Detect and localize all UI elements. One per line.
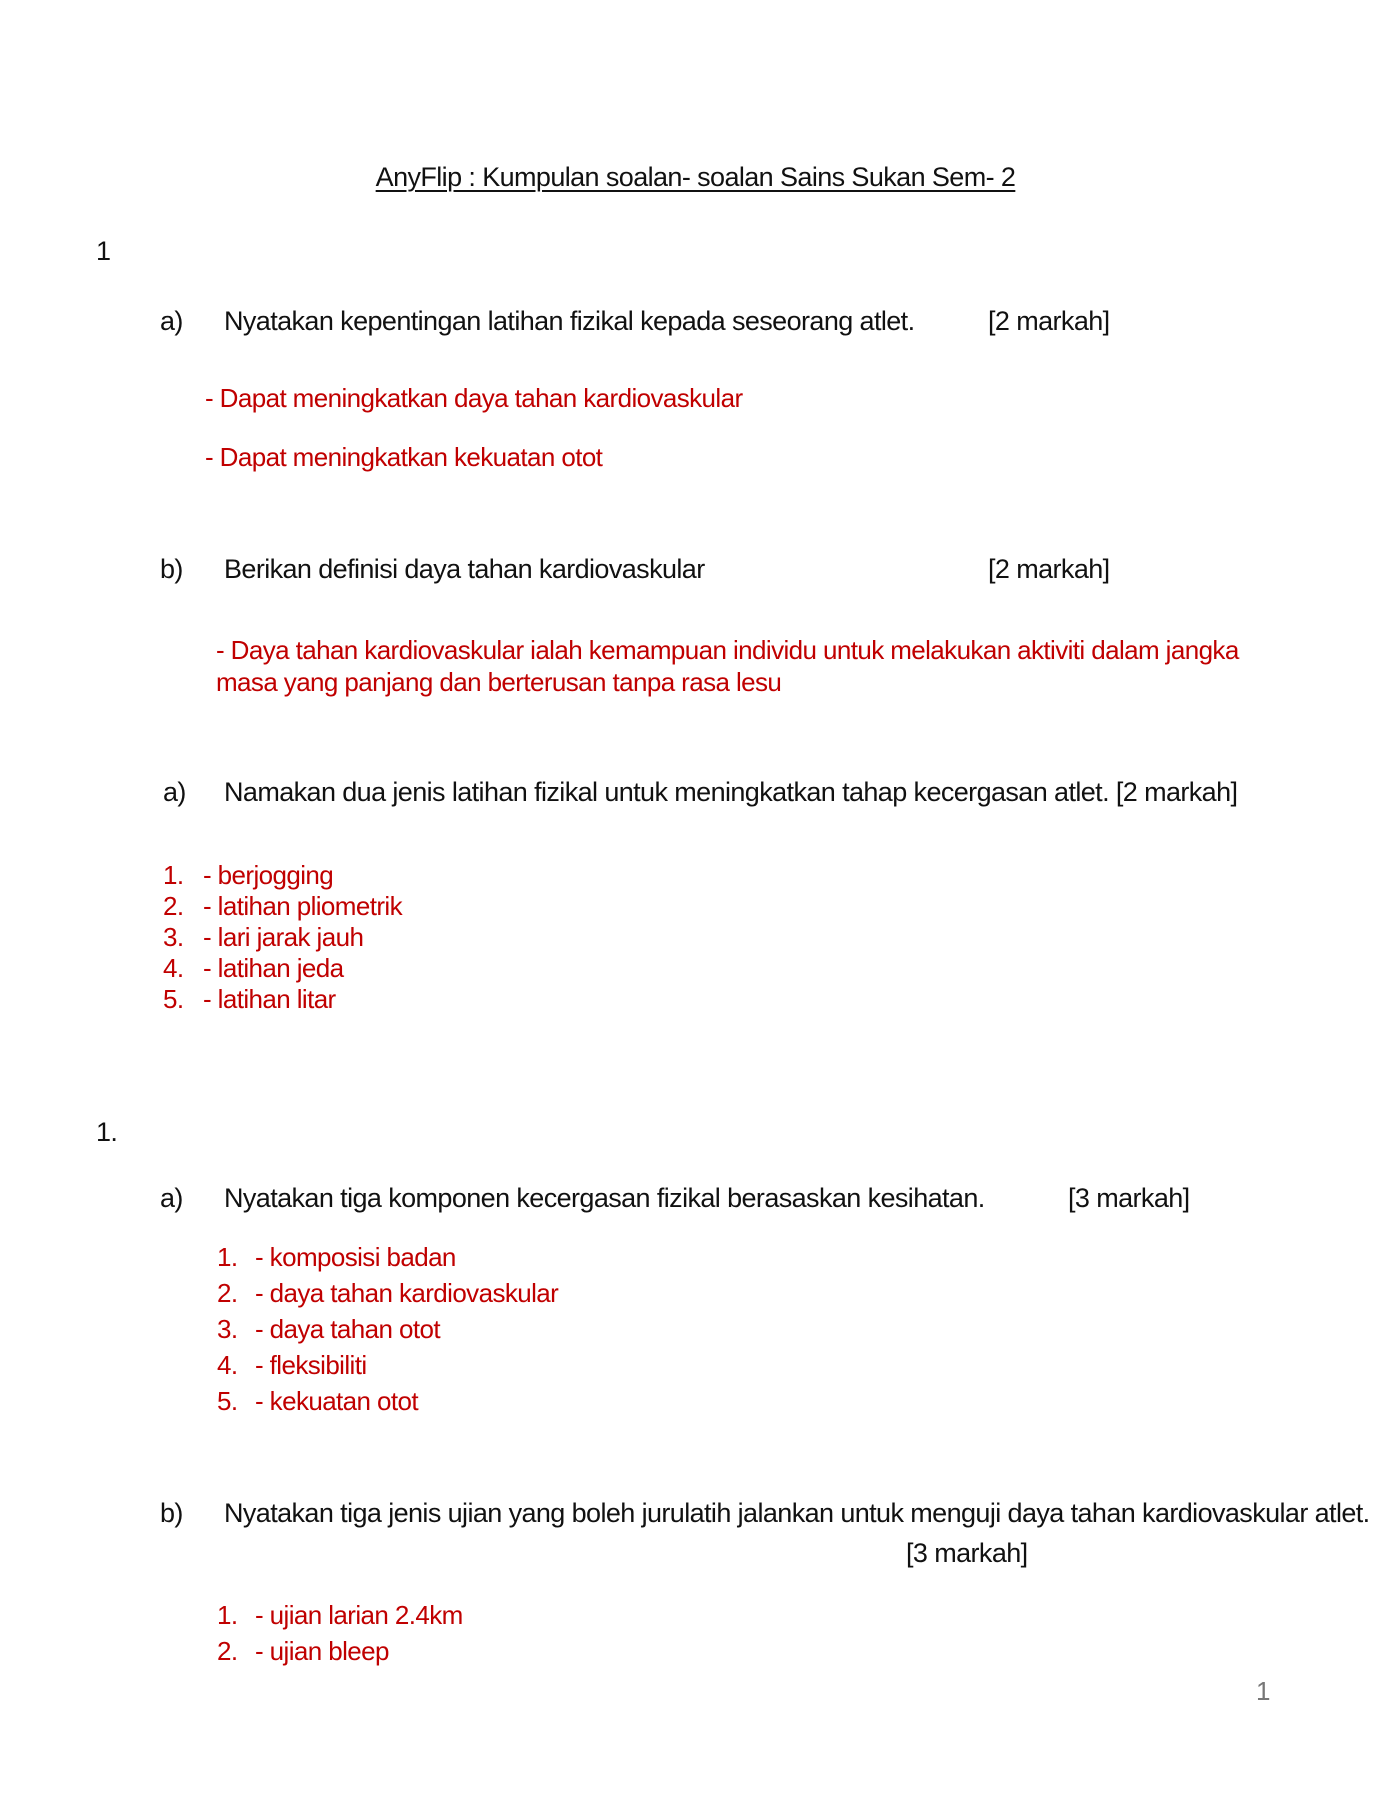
- s1-qa-text: Nyatakan kepentingan latihan fizikal kepada seseorang atlet.: [224, 306, 915, 336]
- list-item-number: 1.: [163, 860, 184, 890]
- s2-qb-text: Nyatakan tiga jenis ujian yang boleh jurulatih jalankan untuk menguji daya tahan kardiovaskular atlet.: [224, 1498, 1370, 1528]
- s1-qb-label: b): [160, 554, 183, 584]
- list-item-text: - daya tahan otot: [255, 1314, 440, 1344]
- s1-qa-marks: [2 markah]: [988, 306, 1110, 336]
- list-item-number: 4.: [163, 953, 184, 983]
- s1-qc-label: a): [163, 777, 186, 807]
- list-item-text: - kekuatan otot: [255, 1386, 418, 1416]
- page-number: 1: [1256, 1676, 1270, 1706]
- section-2-number: 1.: [96, 1117, 118, 1147]
- s2-qa-text: Nyatakan tiga komponen kecergasan fizikal berasaskan kesihatan.: [224, 1183, 985, 1213]
- list-item-number: 1.: [217, 1600, 238, 1630]
- list-item-number: 5.: [163, 984, 184, 1014]
- page-title: AnyFlip : Kumpulan soalan- soalan Sains Sukan Sem- 2: [375, 162, 1016, 192]
- s1-qb-text: Berikan definisi daya tahan kardiovaskular: [224, 554, 705, 584]
- list-item-number: 4.: [217, 1350, 238, 1380]
- s2-qa-marks: [3 markah]: [1068, 1183, 1190, 1213]
- s2-qb-marks: [3 markah]: [906, 1538, 1028, 1568]
- list-item-text: - latihan litar: [203, 984, 336, 1014]
- s1-qa-answer-2: - Dapat meningkatkan kekuatan otot: [205, 442, 603, 472]
- list-item-text: - ujian bleep: [255, 1636, 389, 1666]
- list-item-text: - fleksibiliti: [255, 1350, 367, 1380]
- list-item-number: 2.: [163, 891, 184, 921]
- section-1-number: 1: [96, 236, 111, 266]
- s2-qa-label: a): [160, 1183, 183, 1213]
- list-item-text: - ujian larian 2.4km: [255, 1600, 463, 1630]
- s1-qb-answer: - Daya tahan kardiovaskular ialah kemampuan individu untuk melakukan aktiviti dalam jangka masa yang panjang dan berterusan tanpa rasa lesu: [216, 635, 1239, 697]
- list-item-text: - komposisi badan: [255, 1242, 456, 1272]
- list-item-number: 3.: [217, 1314, 238, 1344]
- list-item-text: - latihan jeda: [203, 953, 344, 983]
- list-item-text: - berjogging: [203, 860, 334, 890]
- s1-qa-answer-1: - Dapat meningkatkan daya tahan kardiovaskular: [205, 383, 743, 413]
- list-item-number: 3.: [163, 922, 184, 952]
- list-item-text: - lari jarak jauh: [203, 922, 364, 952]
- list-item-text: - daya tahan kardiovaskular: [255, 1278, 559, 1308]
- list-item-number: 1.: [217, 1242, 238, 1272]
- s2-qb-label: b): [160, 1498, 183, 1528]
- list-item-number: 5.: [217, 1386, 238, 1416]
- s1-qb-marks: [2 markah]: [988, 554, 1110, 584]
- s1-qc-text: Namakan dua jenis latihan fizikal untuk meningkatkan tahap kecergasan atlet. [2 markah]: [224, 777, 1238, 807]
- list-item-number: 2.: [217, 1636, 238, 1666]
- s1-qa-label: a): [160, 306, 183, 336]
- list-item-number: 2.: [217, 1278, 238, 1308]
- list-item-text: - latihan pliometrik: [203, 891, 402, 921]
